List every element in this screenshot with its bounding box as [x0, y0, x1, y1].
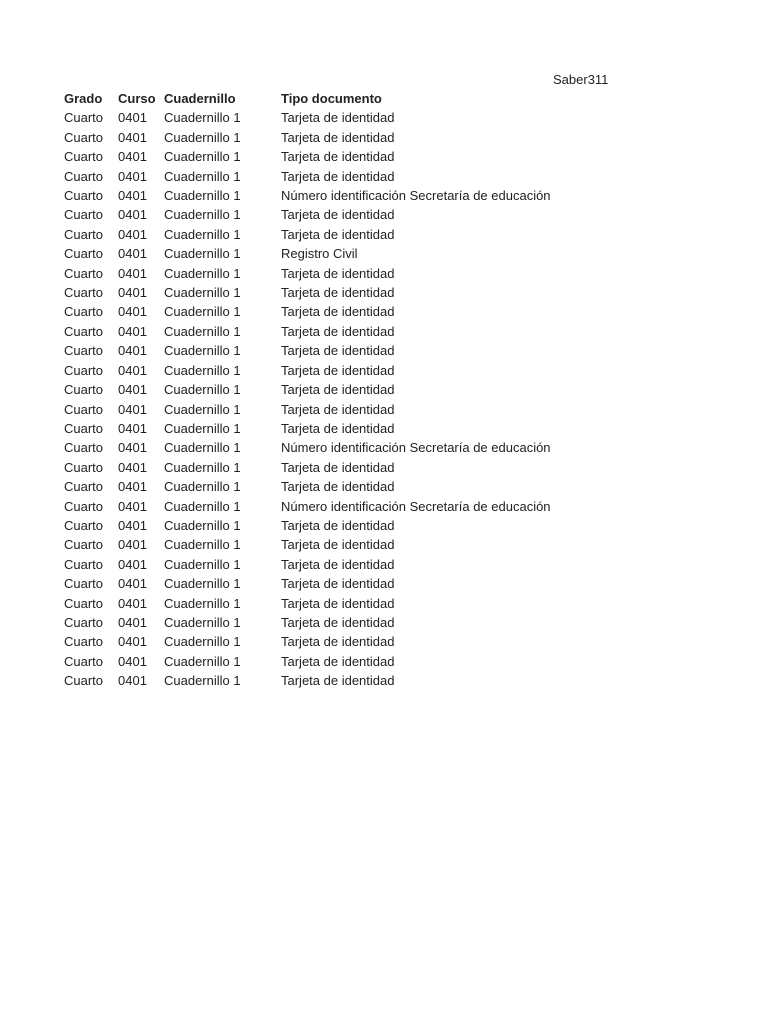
- column-header-tipo-documento: Tipo documento: [281, 91, 382, 106]
- cell-grado: Cuarto: [64, 595, 104, 611]
- records-table: [64, 89, 581, 691]
- cell-cuadernillo: Cuadernillo 1: [164, 382, 241, 398]
- cell-cuadernillo: Cuadernillo 1: [164, 401, 241, 417]
- table-row: [64, 671, 581, 690]
- table-row: [64, 652, 581, 671]
- cell-cuadernillo: Cuadernillo 1: [164, 362, 241, 378]
- cell-cuadernillo: Cuadernillo 1: [164, 576, 241, 592]
- cell-curso: 0401: [118, 459, 147, 475]
- table-row: [64, 613, 581, 632]
- cell-grado: Cuarto: [64, 149, 104, 165]
- cell-curso: 0401: [118, 498, 147, 514]
- cell-curso: 0401: [118, 537, 147, 553]
- table-row: [64, 516, 581, 535]
- table-row: [64, 380, 581, 399]
- cell-cuadernillo: Cuadernillo 1: [164, 149, 241, 165]
- table-row: [64, 341, 581, 360]
- cell-curso: 0401: [118, 517, 147, 533]
- cell-curso: 0401: [118, 556, 147, 572]
- table-row: [64, 477, 581, 496]
- cell-tipo-documento: Número identificación Secretaría de educación: [281, 188, 551, 204]
- table-row: [64, 244, 581, 263]
- cell-tipo-documento: Tarjeta de identidad: [281, 149, 395, 165]
- cell-grado: Cuarto: [64, 129, 104, 145]
- cell-grado: Cuarto: [64, 343, 104, 359]
- table-row: [64, 535, 581, 554]
- cell-grado: Cuarto: [64, 168, 104, 184]
- cell-tipo-documento: Tarjeta de identidad: [281, 401, 395, 417]
- cell-grado: Cuarto: [64, 285, 104, 301]
- column-header-curso: Curso: [118, 91, 156, 106]
- table-row: [64, 438, 581, 457]
- cell-grado: Cuarto: [64, 556, 104, 572]
- table-row: [64, 419, 581, 438]
- cell-curso: 0401: [118, 576, 147, 592]
- cell-cuadernillo: Cuadernillo 1: [164, 207, 241, 223]
- cell-grado: Cuarto: [64, 226, 104, 242]
- cell-curso: 0401: [118, 285, 147, 301]
- cell-tipo-documento: Tarjeta de identidad: [281, 517, 395, 533]
- cell-grado: Cuarto: [64, 382, 104, 398]
- cell-curso: 0401: [118, 595, 147, 611]
- cell-curso: 0401: [118, 420, 147, 436]
- cell-tipo-documento: Tarjeta de identidad: [281, 537, 395, 553]
- cell-cuadernillo: Cuadernillo 1: [164, 285, 241, 301]
- cell-cuadernillo: Cuadernillo 1: [164, 614, 241, 630]
- cell-tipo-documento: Tarjeta de identidad: [281, 265, 395, 281]
- cell-curso: 0401: [118, 614, 147, 630]
- cell-curso: 0401: [118, 304, 147, 320]
- cell-curso: 0401: [118, 382, 147, 398]
- cell-tipo-documento: Tarjeta de identidad: [281, 110, 395, 126]
- cell-curso: 0401: [118, 168, 147, 184]
- cell-tipo-documento: Número identificación Secretaría de educación: [281, 440, 551, 456]
- column-header-grado: Grado: [64, 91, 103, 106]
- cell-cuadernillo: Cuadernillo 1: [164, 168, 241, 184]
- table-header: [64, 89, 581, 108]
- table-body: [64, 108, 581, 690]
- cell-curso: 0401: [118, 188, 147, 204]
- cell-curso: 0401: [118, 110, 147, 126]
- cell-cuadernillo: Cuadernillo 1: [164, 304, 241, 320]
- cell-tipo-documento: Tarjeta de identidad: [281, 614, 395, 630]
- cell-grado: Cuarto: [64, 537, 104, 553]
- header-tag: Saber311: [553, 72, 609, 87]
- column-header-cuadernillo: Cuadernillo: [164, 91, 236, 106]
- cell-tipo-documento: Tarjeta de identidad: [281, 479, 395, 495]
- cell-grado: Cuarto: [64, 673, 104, 689]
- cell-cuadernillo: Cuadernillo 1: [164, 265, 241, 281]
- cell-tipo-documento: Tarjeta de identidad: [281, 382, 395, 398]
- cell-cuadernillo: Cuadernillo 1: [164, 188, 241, 204]
- cell-cuadernillo: Cuadernillo 1: [164, 226, 241, 242]
- cell-cuadernillo: Cuadernillo 1: [164, 323, 241, 339]
- table-row: [64, 225, 581, 244]
- cell-cuadernillo: Cuadernillo 1: [164, 110, 241, 126]
- cell-cuadernillo: Cuadernillo 1: [164, 343, 241, 359]
- table-row: [64, 283, 581, 302]
- cell-tipo-documento: Tarjeta de identidad: [281, 362, 395, 378]
- cell-cuadernillo: Cuadernillo 1: [164, 498, 241, 514]
- cell-tipo-documento: Tarjeta de identidad: [281, 420, 395, 436]
- cell-curso: 0401: [118, 479, 147, 495]
- cell-curso: 0401: [118, 401, 147, 417]
- cell-cuadernillo: Cuadernillo 1: [164, 440, 241, 456]
- cell-grado: Cuarto: [64, 265, 104, 281]
- cell-grado: Cuarto: [64, 323, 104, 339]
- cell-curso: 0401: [118, 673, 147, 689]
- cell-grado: Cuarto: [64, 207, 104, 223]
- cell-cuadernillo: Cuadernillo 1: [164, 420, 241, 436]
- table-row: [64, 108, 581, 127]
- cell-cuadernillo: Cuadernillo 1: [164, 537, 241, 553]
- cell-tipo-documento: Tarjeta de identidad: [281, 576, 395, 592]
- cell-cuadernillo: Cuadernillo 1: [164, 479, 241, 495]
- cell-grado: Cuarto: [64, 420, 104, 436]
- table-row: [64, 555, 581, 574]
- cell-tipo-documento: Número identificación Secretaría de educación: [281, 498, 551, 514]
- cell-tipo-documento: Tarjeta de identidad: [281, 207, 395, 223]
- cell-grado: Cuarto: [64, 304, 104, 320]
- cell-tipo-documento: Tarjeta de identidad: [281, 673, 395, 689]
- cell-grado: Cuarto: [64, 614, 104, 630]
- cell-cuadernillo: Cuadernillo 1: [164, 246, 241, 262]
- cell-tipo-documento: Tarjeta de identidad: [281, 226, 395, 242]
- cell-grado: Cuarto: [64, 498, 104, 514]
- cell-tipo-documento: Tarjeta de identidad: [281, 556, 395, 572]
- cell-grado: Cuarto: [64, 459, 104, 475]
- cell-grado: Cuarto: [64, 246, 104, 262]
- cell-grado: Cuarto: [64, 362, 104, 378]
- table-row: [64, 458, 581, 477]
- table-row: [64, 167, 581, 186]
- cell-cuadernillo: Cuadernillo 1: [164, 653, 241, 669]
- cell-tipo-documento: Tarjeta de identidad: [281, 634, 395, 650]
- cell-curso: 0401: [118, 129, 147, 145]
- table-row: [64, 497, 581, 516]
- cell-tipo-documento: Tarjeta de identidad: [281, 168, 395, 184]
- cell-cuadernillo: Cuadernillo 1: [164, 595, 241, 611]
- table-row: [64, 632, 581, 651]
- cell-curso: 0401: [118, 362, 147, 378]
- cell-tipo-documento: Tarjeta de identidad: [281, 595, 395, 611]
- cell-cuadernillo: Cuadernillo 1: [164, 129, 241, 145]
- cell-curso: 0401: [118, 343, 147, 359]
- cell-tipo-documento: Tarjeta de identidad: [281, 285, 395, 301]
- cell-cuadernillo: Cuadernillo 1: [164, 634, 241, 650]
- cell-tipo-documento: Tarjeta de identidad: [281, 459, 395, 475]
- table-row: [64, 322, 581, 341]
- cell-grado: Cuarto: [64, 479, 104, 495]
- cell-grado: Cuarto: [64, 576, 104, 592]
- cell-grado: Cuarto: [64, 517, 104, 533]
- cell-grado: Cuarto: [64, 110, 104, 126]
- cell-grado: Cuarto: [64, 440, 104, 456]
- cell-curso: 0401: [118, 265, 147, 281]
- table-row: [64, 147, 581, 166]
- cell-cuadernillo: Cuadernillo 1: [164, 556, 241, 572]
- table-row: [64, 594, 581, 613]
- table-row: [64, 302, 581, 321]
- cell-curso: 0401: [118, 634, 147, 650]
- header-row: [64, 89, 581, 108]
- cell-tipo-documento: Tarjeta de identidad: [281, 129, 395, 145]
- cell-curso: 0401: [118, 440, 147, 456]
- cell-cuadernillo: Cuadernillo 1: [164, 673, 241, 689]
- cell-cuadernillo: Cuadernillo 1: [164, 459, 241, 475]
- cell-tipo-documento: Tarjeta de identidad: [281, 343, 395, 359]
- cell-grado: Cuarto: [64, 188, 104, 204]
- cell-cuadernillo: Cuadernillo 1: [164, 517, 241, 533]
- cell-tipo-documento: Registro Civil: [281, 246, 358, 262]
- cell-tipo-documento: Tarjeta de identidad: [281, 304, 395, 320]
- cell-curso: 0401: [118, 323, 147, 339]
- cell-curso: 0401: [118, 149, 147, 165]
- table-row: [64, 264, 581, 283]
- cell-curso: 0401: [118, 207, 147, 223]
- table-row: [64, 574, 581, 593]
- cell-grado: Cuarto: [64, 634, 104, 650]
- table-row: [64, 361, 581, 380]
- cell-grado: Cuarto: [64, 653, 104, 669]
- table-row: [64, 186, 581, 205]
- cell-curso: 0401: [118, 653, 147, 669]
- cell-curso: 0401: [118, 226, 147, 242]
- cell-tipo-documento: Tarjeta de identidad: [281, 323, 395, 339]
- table-row: [64, 205, 581, 224]
- cell-tipo-documento: Tarjeta de identidad: [281, 653, 395, 669]
- table-row: [64, 400, 581, 419]
- table-row: [64, 128, 581, 147]
- cell-curso: 0401: [118, 246, 147, 262]
- cell-grado: Cuarto: [64, 401, 104, 417]
